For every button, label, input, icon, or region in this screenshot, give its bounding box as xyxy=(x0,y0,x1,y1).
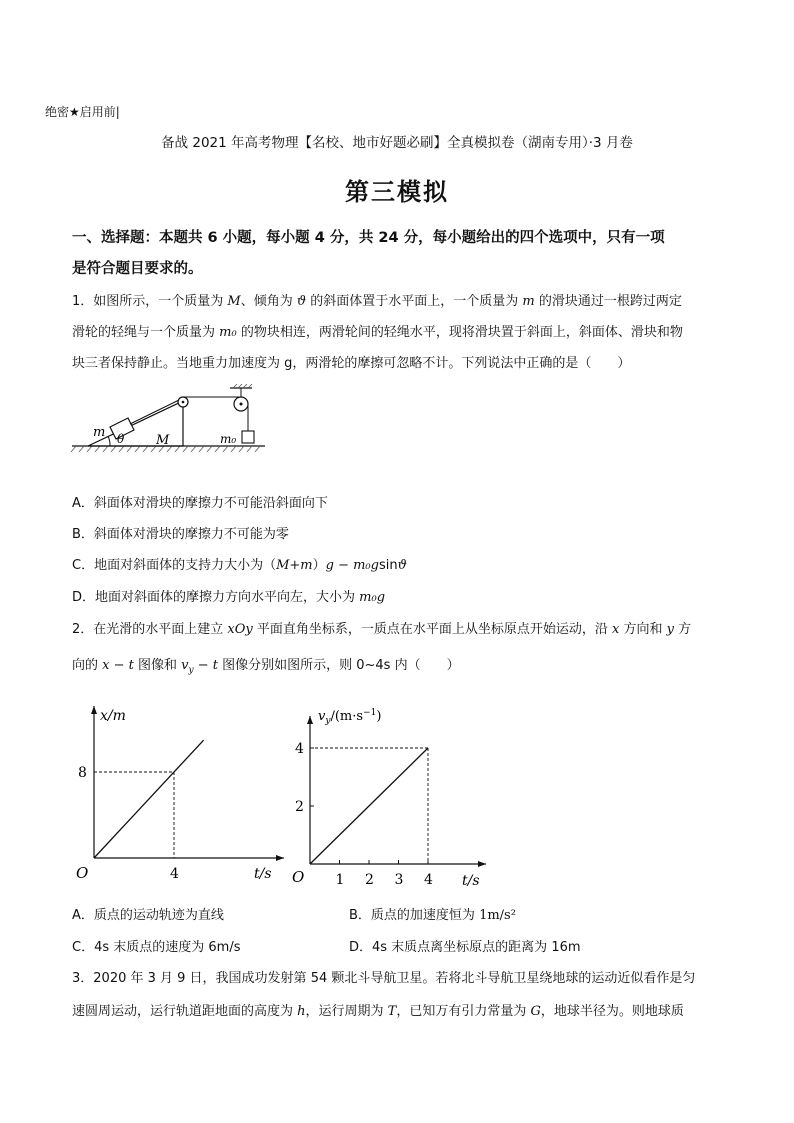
section-heading-line1: 一、选择题：本题共 6 小题，每小题 4 分，共 24 分，每小题给出的四个选项中，只有一项 xyxy=(72,230,665,246)
q1-option-d: D．地面对斜面体的摩擦力方向水平向左，大小为 m₀g xyxy=(72,590,386,605)
q1-option-c: C．地面对斜面体的支持力大小为（M+m）g − m₀gsinϑ xyxy=(72,558,407,573)
y-tick-label: 4 xyxy=(295,741,304,757)
x-axis-label: t/s xyxy=(462,873,480,889)
q2-line1: 2．在光滑的水平面上建立 xOy 平面直角坐标系，一质点在水平面上从坐标原点开始运动，沿 x 方向和 y 方 xyxy=(72,622,692,637)
q2-line2: 向的 x − t 图像和 $v_y - t$ 图像分别如图所示，则 0~4s 内（ ） xyxy=(72,658,460,676)
x-axis-arrow xyxy=(478,861,486,867)
x-tick-label: 4 xyxy=(170,866,179,882)
angle-arc xyxy=(108,436,110,446)
q2-option-d: D．4s 末质点离坐标原点的距离为 16m xyxy=(349,940,581,955)
y-tick-label: 2 xyxy=(295,799,304,815)
x-tick-label: 1 xyxy=(335,872,345,888)
q1-option-b: B．斜面体对滑块的摩擦力不可能为零 xyxy=(72,527,289,542)
x-axis-label: t/s xyxy=(254,866,272,882)
q2-option-a: A．质点的运动轨迹为直线 xyxy=(72,908,224,923)
paper-subtitle: 备战 2021 年高考物理【名校、地市好题必刷】全真模拟卷（湖南专用）·3 月卷 xyxy=(161,135,633,151)
label-m0: m₀ xyxy=(220,432,237,446)
q1-line3: 块三者保持静止。当地重力加速度为 g，两滑轮的摩擦可忽略不计。下列说法中正确的是（ ） xyxy=(72,356,631,371)
y-axis-arrow xyxy=(91,706,97,714)
data-line xyxy=(94,740,204,858)
q1-line1: 1．如图所示，一个质量为 M、倾角为 ϑ 的斜面体置于水平面上，一个质量为 m 的滑块通过一根跨过两定 xyxy=(72,294,682,309)
rope-slope xyxy=(130,400,179,424)
x-axis-arrow xyxy=(276,855,284,861)
q2-option-b: B．质点的加速度恒为 1m/s² xyxy=(349,908,516,923)
y-tick-label: 8 xyxy=(78,765,87,781)
section-heading-line2: 是符合题目要求的。 xyxy=(72,261,203,277)
confidential-mark: 绝密★启用前| xyxy=(45,105,120,119)
data-line xyxy=(310,748,428,864)
block-m0 xyxy=(242,431,254,443)
x-tick-label: 4 xyxy=(424,872,433,888)
page-title: 第三模拟 xyxy=(345,177,449,206)
y-axis-label: x/m xyxy=(100,708,126,724)
label-theta: θ xyxy=(117,432,125,446)
label-m: m xyxy=(93,425,106,440)
x-tick-label: 2 xyxy=(365,872,374,888)
y-ticks xyxy=(295,741,314,815)
q1-figure xyxy=(70,384,270,476)
label-M: M xyxy=(156,433,170,448)
q1-line2: 滑轮的轻绳与一个质量为 m₀ 的物块相连，两滑轮间的轻绳水平，现将滑块置于斜面上，斜面体、滑块和物 xyxy=(72,325,683,340)
origin-label: O xyxy=(292,868,305,886)
q3-line1: 3．2020 年 3 月 9 日，我国成功发射第 54 颗北斗导航卫星。若将北斗导航卫星绕地球的运动近似看作是匀 xyxy=(72,971,696,986)
y-axis-label: $v_y/(m\cdot s^{-1})$ xyxy=(318,708,382,726)
origin-label: O xyxy=(76,864,89,882)
q1-option-a: A．斜面体对滑块的摩擦力不可能沿斜面向下 xyxy=(72,496,328,511)
y-axis-arrow xyxy=(307,716,313,724)
x-tick-label: 3 xyxy=(394,872,404,888)
vy-t-chart xyxy=(290,700,500,890)
q2-option-c: C．4s 末质点的速度为 6m/s xyxy=(72,940,241,955)
x-t-chart xyxy=(70,700,290,890)
q3-line2: 速圆周运动，运行轨道距地面的高度为 h，运行周期为 T，已知万有引力常量为 G，地球半径为。则地球质 xyxy=(72,1004,684,1019)
